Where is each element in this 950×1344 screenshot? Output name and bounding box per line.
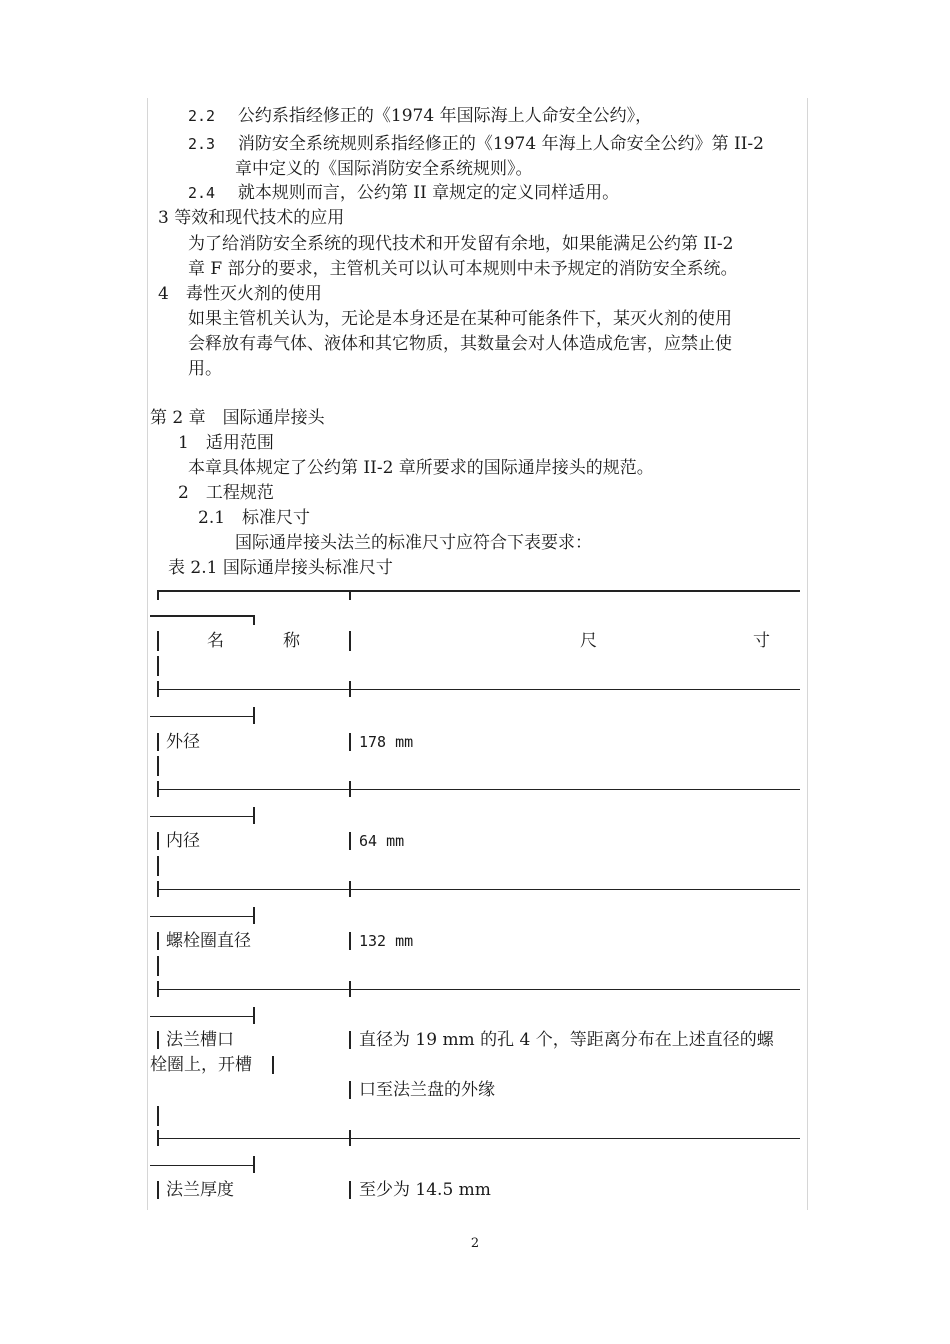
separator-tick-wrap — [253, 807, 255, 824]
row-separator — [157, 689, 800, 690]
row-separator — [157, 989, 800, 990]
separator-tick-left — [157, 1130, 159, 1146]
table-mid-bar — [349, 733, 351, 751]
table-mid-bar — [349, 1081, 351, 1099]
clause-2-3-continuation: 章中定义的《国际消防安全系统规则》。 — [235, 159, 533, 179]
row-value: 64 mm — [359, 832, 405, 850]
clause-number: 2.3 — [188, 135, 216, 153]
table-mid-bar — [349, 631, 351, 651]
table-mid-bar — [349, 832, 351, 850]
table-top-border — [157, 590, 800, 592]
table-left-bar — [157, 1031, 159, 1049]
chapter-section-2-1-text: 国际通岸接头法兰的标准尺寸应符合下表要求： — [235, 533, 592, 553]
row-value: 至少为 14.5 mm — [359, 1180, 491, 1200]
table-left-bar — [157, 856, 159, 876]
separator-tick-wrap — [253, 907, 255, 924]
separator-tick-left — [157, 881, 159, 897]
section-3-text-line2: 章 F 部分的要求，主管机关可以认可本规则中未予规定的消防安全系统。 — [188, 259, 738, 279]
section-3-heading: 3 等效和现代技术的应用 — [158, 208, 345, 228]
clause-number: 2.4 — [188, 184, 216, 202]
chapter-section-1-text: 本章具体规定了公约第 II-2 章所要求的国际通岸接头的规范。 — [188, 458, 654, 478]
section-4-text-line3: 用。 — [188, 359, 222, 379]
row-value-continuation: 口至法兰盘的外缘 — [359, 1080, 495, 1100]
table-corner-tick — [157, 590, 159, 600]
row-name: 法兰槽口 — [166, 1030, 234, 1050]
table-left-bar — [157, 631, 159, 651]
row-separator-wrap — [150, 816, 253, 817]
page-number: 2 — [470, 1236, 480, 1251]
table-wrap-bar — [272, 1056, 274, 1074]
separator-tick-left — [157, 981, 159, 997]
row-separator-wrap — [150, 1165, 253, 1166]
table-left-bar — [157, 656, 159, 676]
section-4-text-line1: 如果主管机关认为，无论是本身还是在某种可能条件下，某灭火剂的使用 — [188, 309, 732, 329]
left-margin-rule — [147, 98, 148, 1210]
row-separator-wrap — [150, 716, 253, 717]
row-name: 内径 — [166, 831, 200, 851]
table-left-bar — [157, 1106, 159, 1126]
row-separator-wrap — [150, 1016, 253, 1017]
row-name: 法兰厚度 — [166, 1180, 234, 1200]
table-left-bar — [157, 956, 159, 976]
clause-number: 2.2 — [188, 107, 216, 125]
table-mid-bar — [349, 932, 351, 950]
chapter-title: 第 2 章 国际通岸接头 — [150, 408, 325, 428]
separator-tick-wrap — [253, 1156, 255, 1173]
table-wrap-border — [150, 615, 253, 617]
row-separator — [157, 1138, 800, 1139]
separator-tick-mid — [349, 981, 351, 997]
header-name-char1: 名 — [207, 631, 224, 651]
separator-tick-left — [157, 681, 159, 697]
separator-tick-mid — [349, 681, 351, 697]
row-name-continuation: 栓圈上，开槽 — [150, 1055, 252, 1075]
table-caption: 表 2.1 国际通岸接头标准尺寸 — [168, 558, 393, 578]
header-name-char2: 称 — [283, 631, 300, 651]
row-name: 外径 — [166, 732, 200, 752]
section-4-heading: 4 毒性灭火剂的使用 — [158, 284, 322, 304]
separator-tick-mid — [349, 1130, 351, 1146]
chapter-section-2-1-heading: 2.1 标准尺寸 — [198, 508, 311, 528]
row-separator — [157, 889, 800, 890]
separator-tick-wrap — [253, 707, 255, 724]
row-separator-wrap — [150, 916, 253, 917]
table-mid-bar — [349, 1031, 351, 1049]
chapter-section-1-heading: 1 适用范围 — [178, 433, 274, 453]
row-value: 178 mm — [359, 733, 414, 751]
table-left-bar — [157, 1181, 159, 1199]
clause-2-3 — [188, 132, 764, 156]
section-3-text-line1: 为了给消防安全系统的现代技术和开发留有余地，如果能满足公约第 II-2 — [188, 234, 734, 254]
chapter-section-2-heading: 2 工程规范 — [178, 483, 274, 503]
separator-tick-wrap — [253, 1007, 255, 1024]
right-margin-rule — [807, 98, 808, 1210]
clause-2-4 — [188, 181, 619, 205]
row-separator — [157, 789, 800, 790]
table-left-bar — [157, 832, 159, 850]
header-dim-char2: 寸 — [753, 631, 770, 651]
table-column-tick — [349, 590, 351, 600]
row-name: 螺栓圈直径 — [166, 931, 251, 951]
table-mid-bar — [349, 1181, 351, 1199]
clause-2-2 — [188, 104, 652, 128]
table-left-bar — [157, 932, 159, 950]
table-wrap-tick — [253, 615, 255, 625]
clause-text: 就本规则而言，公约第 II 章规定的定义同样适用。 — [237, 183, 620, 203]
table-left-bar — [157, 733, 159, 751]
row-value: 132 mm — [359, 932, 414, 950]
section-4-text-line2: 会释放有毒气体、液体和其它物质，其数量会对人体造成危害，应禁止使 — [188, 334, 732, 354]
separator-tick-left — [157, 781, 159, 797]
clause-text: 公约系指经修正的《1974 年国际海上人命安全公约》， — [237, 106, 653, 126]
separator-tick-mid — [349, 781, 351, 797]
separator-tick-mid — [349, 881, 351, 897]
table-left-bar — [157, 756, 159, 776]
header-dim-char1: 尺 — [580, 631, 597, 651]
clause-text: 消防安全系统规则系指经修正的《1974 年海上人命安全公约》第 II-2 — [237, 134, 764, 154]
row-value: 直径为 19 mm 的孔 4 个，等距离分布在上述直径的螺 — [359, 1030, 774, 1050]
